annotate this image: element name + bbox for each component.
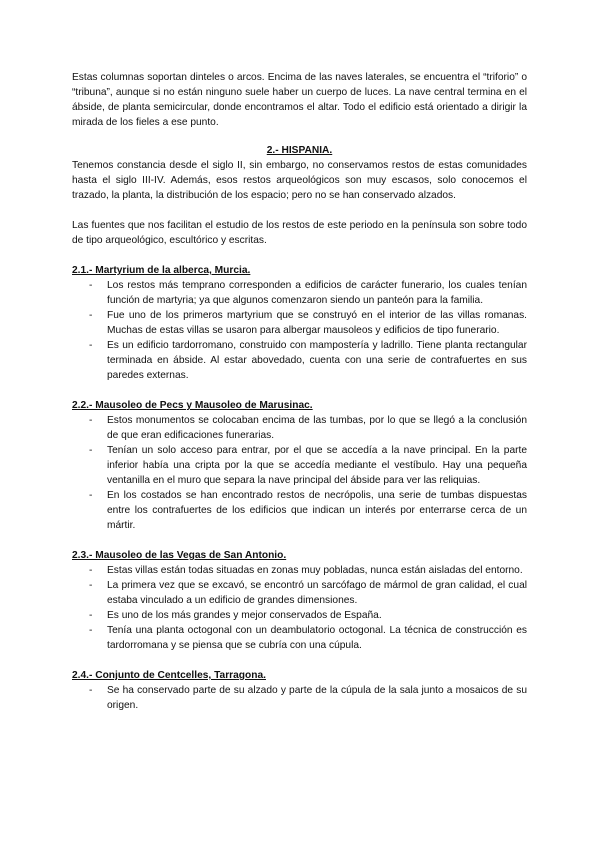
list-item: - Tenían un solo acceso para entrar, por el que se accedía a la nave principal. En la parte inferior había una cripta por la que se accedía mediante el vestíbulo. Hay una pequeña ventanilla en el muro que separa la nave principal del ábside para ver las reliquias. xyxy=(72,443,527,488)
list-alberca xyxy=(72,278,527,383)
list-item: - Es uno de los más grandes y mejor conservados de España. xyxy=(72,608,527,623)
list-vegas-san-antonio xyxy=(72,563,527,653)
list-item: - Estos monumentos se colocaban encima de las tumbas, por lo que se llegó a la conclusión de que eran edificaciones funerarias. xyxy=(72,413,527,443)
list-item: - Tenía una planta octogonal con un deambulatorio octogonal. La técnica de construcción es tardorromana y se piensa que se cubría con una cúpula. xyxy=(72,623,527,653)
section-title-hispania: 2.- HISPANIA. xyxy=(266,145,333,156)
hispania-paragraph-2: Las fuentes que nos facilitan el estudio de los restos de este periodo en la península son sobre todo de tipo arqueológico, escultórico y escritas. xyxy=(72,220,527,246)
hispania-paragraph-1: Tenemos constancia desde el siglo II, sin embargo, no conservamos restos de estas comunidades hasta el siglo III-IV. Además, esos restos arqueológicos son muy escasos, solo conocemos el trazado, la planta, la distribución de los espacio; pero no se han conservado alzados. xyxy=(72,160,527,201)
list-item: - En los costados se han encontrado restos de necrópolis, una serie de tumbas dispuestas entre los contrafuertes de los edificios que indican un interés por enterrarse cerca de un mártir. xyxy=(72,488,527,533)
intro-paragraph: Estas columnas soportan dinteles o arcos. Encima de las naves laterales, se encuentra el “triforio” o “tribuna”, aunque si no están ninguno suele haber un cuerpo de luces. La nave central termina en el ábside, de planta semicircular, donde encontramos el altar. Todo el edificio está orientado a dirigir la mirada de los fieles a ese punto. xyxy=(72,72,527,128)
list-pecs-marusinac xyxy=(72,413,527,533)
document-page xyxy=(72,70,527,713)
section-title-alberca: 2.1.- Martyrium de la alberca, Murcia. xyxy=(72,265,251,276)
list-item: - Estas villas están todas situadas en zonas muy pobladas, nunca están aisladas del entorno. xyxy=(72,563,527,578)
list-item: - Los restos más temprano corresponden a edificios de carácter funerario, los cuales tenían función de martyria; ya que algunos comenzaron siendo un panteón para la familia. xyxy=(72,278,527,308)
section-title-vegas-san-antonio: 2.3.- Mausoleo de las Vegas de San Antonio. xyxy=(72,550,287,561)
list-centcelles xyxy=(72,683,527,713)
list-item: - Se ha conservado parte de su alzado y parte de la cúpula de la sala junto a mosaicos de su origen. xyxy=(72,683,527,713)
list-item: - La primera vez que se excavó, se encontró un sarcófago de mármol de gran calidad, el cual estaba vinculado a un edificio de grandes dimensiones. xyxy=(72,578,527,608)
list-item: - Fue uno de los primeros martyrium que se construyó en el interior de las villas romanas. Muchas de estas villas se usaron para albergar mausoleos y edificios de tipo funerario. xyxy=(72,308,527,338)
section-title-pecs-marusinac: 2.2.- Mausoleo de Pecs y Mausoleo de Marusinac. xyxy=(72,400,313,411)
list-item: - Es un edificio tardorromano, construido con mampostería y ladrillo. Tiene planta rectangular terminada en ábside. Al estar abovedado, cuenta con una serie de contrafuertes en sus paredes externas. xyxy=(72,338,527,383)
section-title-centcelles: 2.4.- Conjunto de Centcelles, Tarragona. xyxy=(72,670,266,681)
